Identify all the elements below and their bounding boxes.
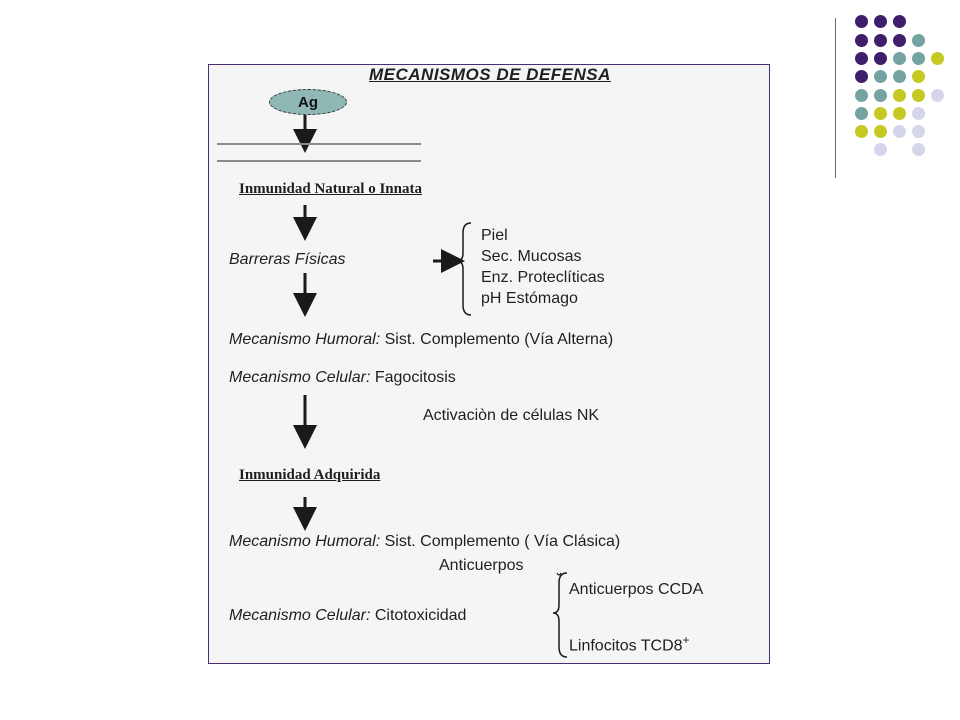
defense-mechanisms-diagram <box>208 64 770 664</box>
innate-cellular-value: Fagocitosis <box>374 369 456 386</box>
barrier-item: Sec. Mucosas <box>481 248 582 265</box>
dot <box>855 70 868 83</box>
dot <box>912 70 925 83</box>
dot <box>893 15 906 28</box>
acquired-humoral-value: Sist. Complemento ( Vía Clásica) <box>384 533 621 550</box>
cytotoxic-item-cd8 <box>569 633 690 655</box>
innate-humoral-label: Mecanismo Humoral: <box>229 331 381 348</box>
dot <box>874 107 887 120</box>
barrier-item: pH Estómago <box>481 290 578 307</box>
barriers-list <box>481 225 605 309</box>
dot <box>912 34 925 47</box>
innate-cellular-row <box>229 369 456 387</box>
dot <box>874 70 887 83</box>
acquired-cellular-value: Citotoxicidad <box>374 607 467 624</box>
dot <box>874 34 887 47</box>
innate-humoral-row <box>229 331 613 349</box>
acquired-cellular-row <box>229 607 466 625</box>
cytotoxic-item-label: Linfocitos TCD8 <box>569 637 683 655</box>
dot <box>874 143 887 156</box>
dot <box>893 70 906 83</box>
acquired-cellular-label: Mecanismo Celular: <box>229 607 371 624</box>
dot <box>893 107 906 120</box>
diagram-title: MECANISMOS DE DEFENSA <box>369 65 611 84</box>
dot <box>855 52 868 65</box>
dot <box>874 52 887 65</box>
dot <box>931 52 944 65</box>
nk-activation: Activaciòn de células NK <box>423 407 600 424</box>
dot <box>855 107 868 120</box>
antigen-node <box>269 89 347 115</box>
acquired-humoral-row <box>229 533 620 551</box>
innate-cellular-label: Mecanismo Celular: <box>229 369 371 386</box>
acquired-immunity-heading: Inmunidad Adquirida <box>239 467 381 483</box>
dot <box>855 34 868 47</box>
decorative-divider <box>835 18 836 178</box>
tick-mark <box>557 573 561 575</box>
acquired-humoral-label: Mecanismo Humoral: <box>229 533 381 550</box>
dot <box>874 15 887 28</box>
dot <box>893 125 906 138</box>
antibodies-label: Anticuerpos <box>439 557 524 574</box>
dot <box>912 107 925 120</box>
barrier-item: Piel <box>481 227 508 244</box>
dot <box>893 34 906 47</box>
brace-icon <box>553 573 567 657</box>
dot <box>874 89 887 102</box>
innate-immunity-heading: Inmunidad Natural o Innata <box>239 181 422 197</box>
dot <box>912 125 925 138</box>
dot <box>912 143 925 156</box>
dot <box>912 89 925 102</box>
dot <box>855 125 868 138</box>
antigen-label: Ag <box>298 93 318 111</box>
barriers-label: Barreras Físicas <box>229 251 346 268</box>
barrier-item: Enz. Proteclíticas <box>481 269 605 286</box>
brace-icon <box>457 223 471 315</box>
dot <box>931 89 944 102</box>
dot <box>855 89 868 102</box>
dot <box>912 52 925 65</box>
cytotoxic-item: Anticuerpos CCDA <box>569 581 704 598</box>
dot <box>893 89 906 102</box>
cd8-superscript: + <box>682 633 690 647</box>
dot <box>874 125 887 138</box>
dot <box>893 52 906 65</box>
innate-humoral-value: Sist. Complemento (Vía Alterna) <box>384 331 614 348</box>
dot <box>855 15 868 28</box>
